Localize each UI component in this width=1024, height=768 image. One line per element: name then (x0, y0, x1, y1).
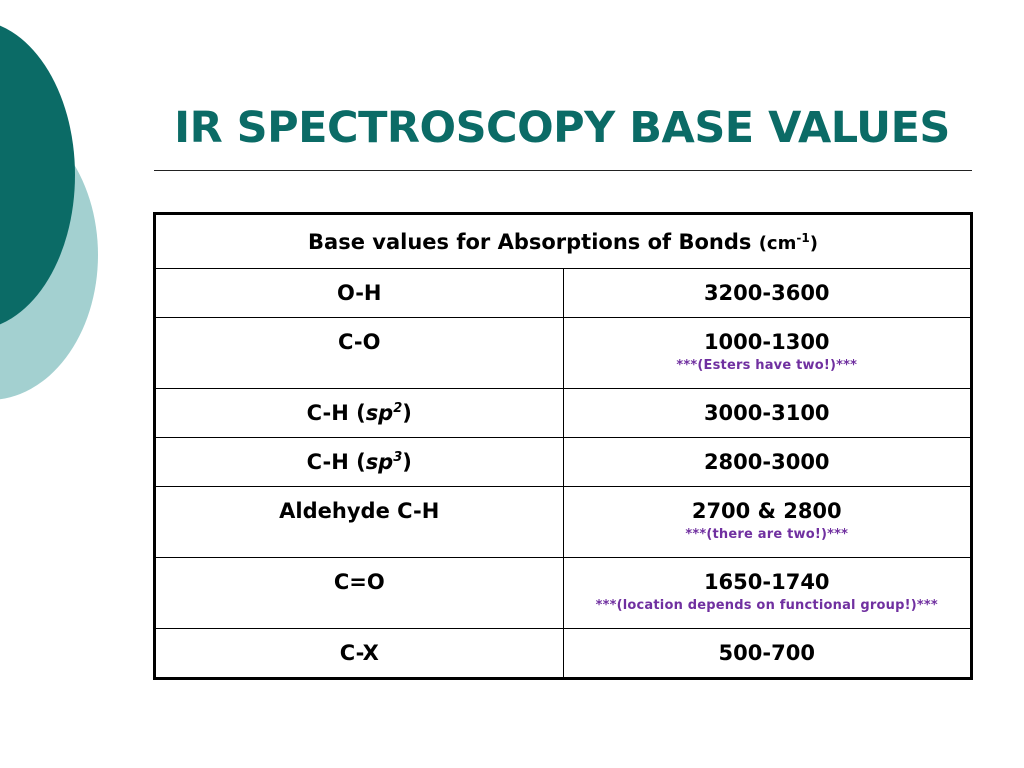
unit-open: (cm (758, 232, 797, 254)
bond-suffix: ) (402, 450, 412, 474)
range-cell (563, 389, 972, 438)
hybridization-exponent: 2 (393, 401, 403, 416)
range-value: 3000-3100 (703, 401, 830, 425)
bond-cell (155, 558, 564, 629)
table-row (155, 318, 972, 389)
range-value: 2700 & 2800 (691, 499, 842, 523)
range-value: 1650-1740 (703, 570, 830, 594)
range-note: ***(Esters have two!)*** (676, 358, 858, 373)
bond-label (156, 438, 563, 476)
range-value: 2800-3000 (703, 450, 830, 474)
bond-cell (155, 487, 564, 558)
range-cell (563, 558, 972, 629)
bond-label (156, 389, 563, 427)
ir-values-table (153, 212, 973, 680)
bond-cell (155, 389, 564, 438)
table-row (155, 389, 972, 438)
bond-label: C=O (333, 570, 385, 594)
range-cell (563, 487, 972, 558)
range-note: ***(there are two!)*** (685, 527, 849, 542)
range-cell (563, 269, 972, 318)
bond-cell (155, 318, 564, 389)
bond-cell (155, 269, 564, 318)
bond-prefix: C-H ( (306, 401, 366, 425)
table-row (155, 269, 972, 318)
table-header (155, 214, 972, 269)
bond-cell (155, 629, 564, 679)
hybridization: sp (365, 450, 394, 474)
bond-label: C-O (338, 330, 381, 354)
table-row (155, 487, 972, 558)
bond-label: Aldehyde C-H (279, 499, 440, 523)
bond-label: C-X (339, 641, 379, 665)
range-value: 500-700 (718, 641, 815, 665)
range-value: 3200-3600 (703, 281, 830, 305)
hybridization: sp (365, 401, 394, 425)
header-text: Base values for Absorptions of Bonds (308, 229, 752, 254)
bond-label: O-H (336, 281, 382, 305)
slide-title: IR SPECTROSCOPY BASE VALUES (174, 103, 950, 153)
bond-prefix: C-H ( (306, 450, 366, 474)
header-unit (758, 230, 818, 254)
unit-close: ) (809, 232, 818, 254)
table-header-row (155, 214, 972, 269)
hybridization-exponent: 3 (393, 450, 403, 465)
table-row (155, 438, 972, 487)
range-cell (563, 438, 972, 487)
bond-suffix: ) (402, 401, 412, 425)
table-row (155, 629, 972, 679)
table-row (155, 558, 972, 629)
range-cell (563, 629, 972, 679)
range-cell (563, 318, 972, 389)
range-note: ***(location depends on functional group!)*** (595, 598, 938, 613)
range-value: 1000-1300 (703, 330, 830, 354)
title-divider (154, 170, 972, 171)
bond-cell (155, 438, 564, 487)
unit-exponent: -1 (796, 230, 810, 245)
